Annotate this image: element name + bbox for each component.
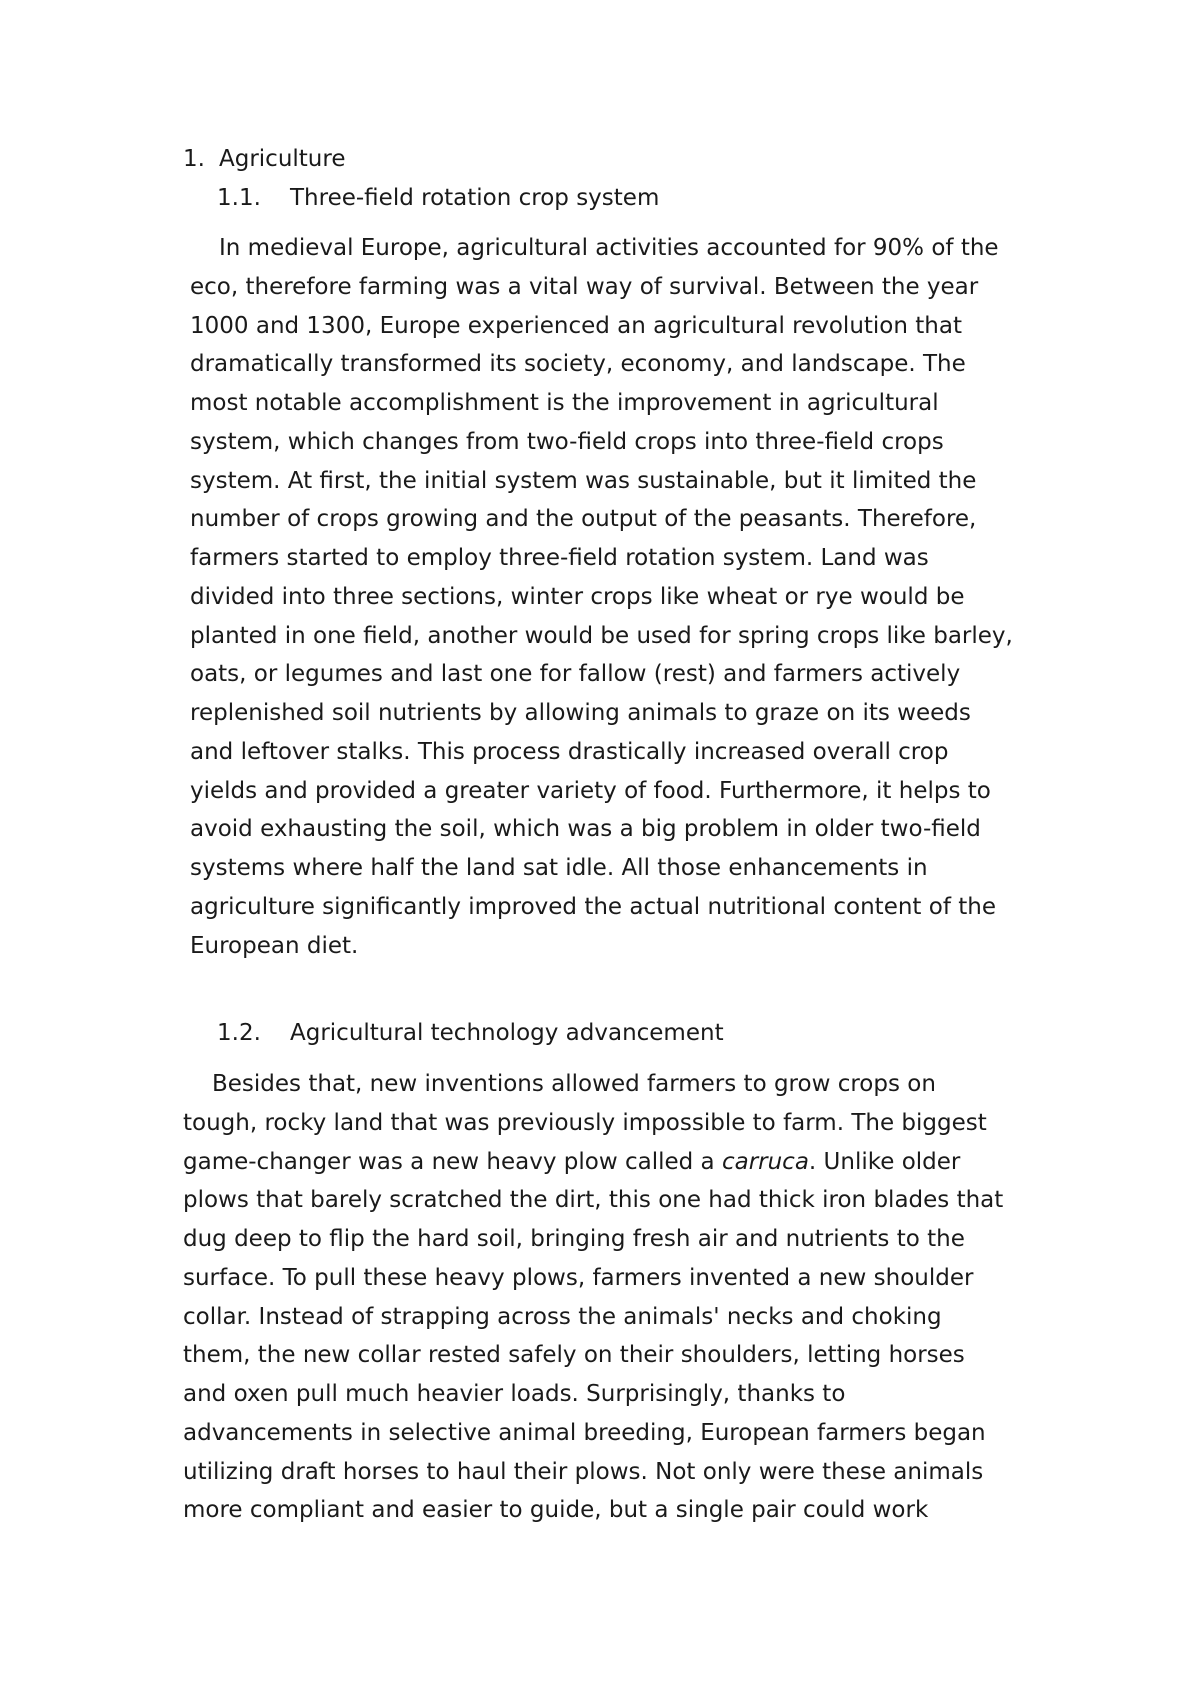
subsection-title: Three-field rotation crop system bbox=[290, 185, 660, 211]
paragraph-line: system. At first, the initial system was sustainable, but it limited the bbox=[190, 467, 977, 494]
subsection-number: 1.1. bbox=[217, 185, 261, 211]
paragraph-line: 1000 and 1300, Europe experienced an agricultural revolution that bbox=[190, 312, 962, 339]
paragraph-line: planted in one field, another would be used for spring crops like barley, bbox=[190, 622, 1013, 649]
line-text: game-changer was a new heavy plow called a bbox=[183, 1148, 722, 1175]
paragraph-line: more compliant and easier to guide, but a single pair could work bbox=[183, 1497, 929, 1524]
paragraph-line: agriculture significantly improved the actual nutritional content of the bbox=[190, 893, 996, 920]
paragraph-line: systems where half the land sat idle. All those enhancements in bbox=[190, 855, 928, 881]
paragraph-line: and oxen pull much heavier loads. Surprisingly, thanks to bbox=[183, 1381, 846, 1407]
paragraph-line: most notable accomplishment is the improvement in agricultural bbox=[190, 390, 939, 416]
paragraph-line: replenished soil nutrients by allowing animals to graze on its weeds bbox=[190, 700, 971, 726]
paragraph-line: collar. Instead of strapping across the animals' necks and choking bbox=[183, 1303, 942, 1330]
paragraph-line: system, which changes from two-field crops into three-field crops bbox=[190, 428, 944, 455]
paragraph-line: Besides that, new inventions allowed farmers to grow crops on bbox=[212, 1071, 936, 1097]
subsection-heading-three-field bbox=[217, 183, 659, 213]
paragraph-three-field bbox=[190, 229, 1013, 965]
section-number: 1. bbox=[183, 146, 205, 172]
paragraph-line: number of crops growing and the output of the peasants. Therefore, bbox=[190, 506, 977, 533]
paragraph-line: and leftover stalks. This process drastically increased overall crop bbox=[190, 738, 949, 765]
paragraph-line: utilizing draft horses to haul their plows. Not only were these animals bbox=[183, 1458, 984, 1485]
paragraph-line: farmers started to employ three-field rotation system. Land was bbox=[190, 545, 929, 571]
paragraph-line: them, the new collar rested safely on their shoulders, letting horses bbox=[183, 1342, 965, 1369]
subsection-title: Agricultural technology advancement bbox=[290, 1020, 724, 1046]
line-text: . Unlike older bbox=[808, 1148, 961, 1175]
paragraph-technology bbox=[183, 1065, 1003, 1530]
paragraph-line: eco, therefore farming was a vital way of survival. Between the year bbox=[190, 273, 979, 300]
paragraph-line: European diet. bbox=[190, 932, 359, 959]
paragraph-line: dug deep to flip the hard soil, bringing fresh air and nutrients to the bbox=[183, 1226, 965, 1252]
paragraph-line: dramatically transformed its society, economy, and landscape. The bbox=[190, 351, 966, 378]
paragraph-line: divided into three sections, winter crops like wheat or rye would be bbox=[190, 583, 965, 610]
paragraph-line bbox=[183, 1143, 1003, 1182]
subsection-number: 1.2. bbox=[217, 1020, 261, 1046]
paragraph-line: yields and provided a greater variety of food. Furthermore, it helps to bbox=[190, 777, 991, 804]
section-title: Agriculture bbox=[219, 146, 346, 172]
section-heading-agriculture bbox=[183, 144, 346, 174]
paragraph-line: avoid exhausting the soil, which was a big problem in older two-field bbox=[190, 816, 981, 843]
paragraph-line: surface. To pull these heavy plows, farmers invented a new shoulder bbox=[183, 1264, 974, 1291]
paragraph-line: advancements in selective animal breeding, European farmers began bbox=[183, 1419, 986, 1446]
paragraph-line: In medieval Europe, agricultural activities accounted for 90% of the bbox=[219, 235, 999, 261]
paragraph-line: plows that barely scratched the dirt, this one had thick iron blades that bbox=[183, 1187, 1004, 1214]
italic-term-carruca: carruca bbox=[721, 1148, 809, 1175]
subsection-heading-technology bbox=[217, 1018, 724, 1048]
paragraph-line: oats, or legumes and last one for fallow (rest) and farmers actively bbox=[190, 661, 961, 688]
paragraph-line: tough, rocky land that was previously impossible to farm. The biggest bbox=[183, 1109, 987, 1136]
